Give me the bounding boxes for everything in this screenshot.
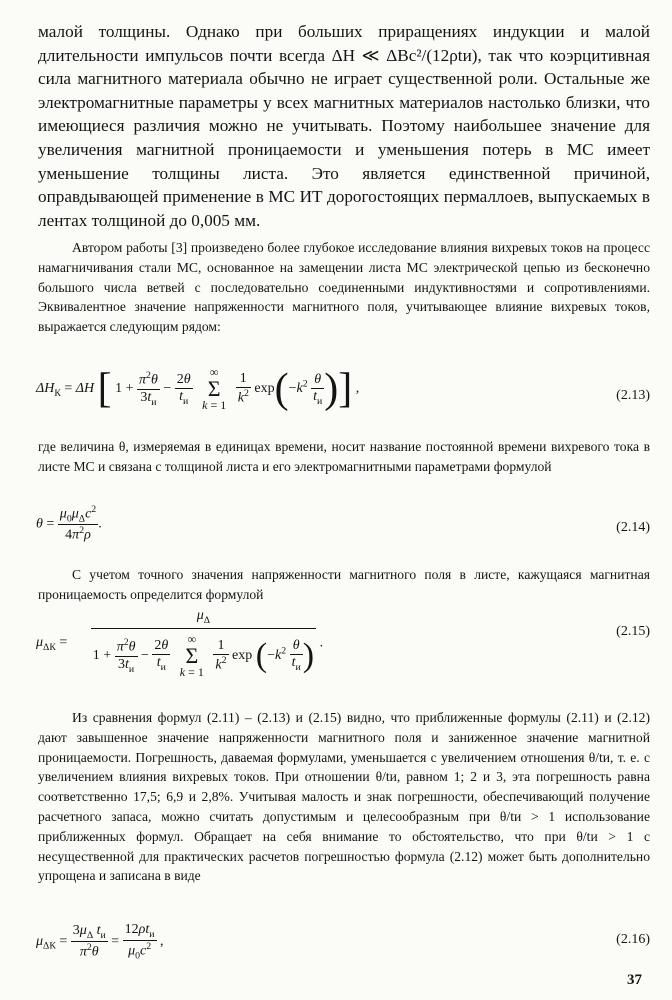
paragraph-2: Автором работы [3] произведено более глубокое исследование влияния вихревых токов на процесс намагничивания стали МС, основанное на замещении листа МС электрической цепью из бесконечно большого числа ветвей с последовательно соединенными индуктивностями и сопротивлениями. Эквивалентное значение напряженности магнитного поля, учитывающее влияние вихревых токов, выражается следующим рядом: [38,240,650,335]
equation-number-2-13: (2.13) [616,388,650,403]
paragraph-4: С учетом точного значения напряженности магнитного поля в листе, кажущаяся магнитная проницаемость определится формулой [38,567,650,602]
page-number: 37 [627,972,642,988]
paragraph-5: Из сравнения формул (2.11) – (2.13) и (2.15) видно, что приближенные формулы (2.11) и (2.12) дают завышенное значение напряженности магнитного поля и заниженное значение магнитной проницаемости. Погрешность, даваемая формулами, уменьшается с увеличением отношения θ/tи, т. е. с увеличением влияния вихревых токов. При отношении θ/tи, равном 1; 2 и 3, эта погрешность равна соответственно 17,5; 6,9 и 2,8%. Учитывая малость и знак погрешности, обеспечивающий получение расчетного запаса, можно считать допустимым и целесообразным при θ/tи > 1 использование приближенных формул. Обращает на себя внимание то обстоятельство, что при θ/tи > 1 с несущественной для практических расчетов погрешностью формула (2.12) может быть дополнительно упрощена и записана в виде [38,710,650,884]
equation-2-15: $\mu_{\Delta К}$ = $\mu_\Delta$ 1 + $\frac{\pi^2\theta}{3t_и}$ − $\frac{2\theta}{t_и}$ ∞ Σ k = 1 $\frac{1}{k^2}$ $\exp (-k^2$ $\frac{\theta}{t_и}$ ) . [36,608,324,679]
equation-2-16: $\mu_{\Delta К}$ = $\frac{3\mu_\Delta t_и}{\pi^2\theta}$ = $\frac{12\rho t_и}{\mu_0c^2}$ , [36,922,164,962]
equation-number-2-15: (2.15) [616,624,650,639]
equation-number-2-16: (2.16) [616,932,650,947]
paragraph-1: малой толщины. Однако при больших приращениях индукции и малой длительности импульсов почти всегда ΔH ≪ ΔBc²/(12ρtи), так что коэрцитивная сила магнитного материала обычно не играет существенной роли. Остальные же электромагнитные параметры у всех магнитных материалов настолько близки, что имеющиеся различия можно не учитывать. Поэтому наибольшее значение для увеличения магнитной проницаемости и уменьшения потерь в МС имеет уменьшение толщины листа. Это является единственной причиной, оправдывающей применение в МС ИТ дорогостоящих пермаллоев, выпускаемых в лентах толщиной до 0,005 мм. [38,22,650,230]
equation-number-2-14: (2.14) [616,520,650,535]
equation-2-13: $\Delta H_К = \Delta H$ [ 1 + $\frac{\pi^2\theta}{3t_и}$ − $\frac{2\theta}{t_и}$ ∞ Σ k = 1 $\frac{1}{k^2}$ $\exp(-k^2$ $\frac{\theta}{t_и}$ )] , [36,365,360,412]
paragraph-3: где величина θ, измеряемая в единицах времени, носит название постоянной времени вихревого тока в листе МС и связана с толщиной листа и его электромагнитными параметрами формулой [38,439,650,474]
equation-2-14: θ = $\frac{\mu_0\mu_\Delta c^2}{4\pi^2\rho}$ . [36,504,102,544]
